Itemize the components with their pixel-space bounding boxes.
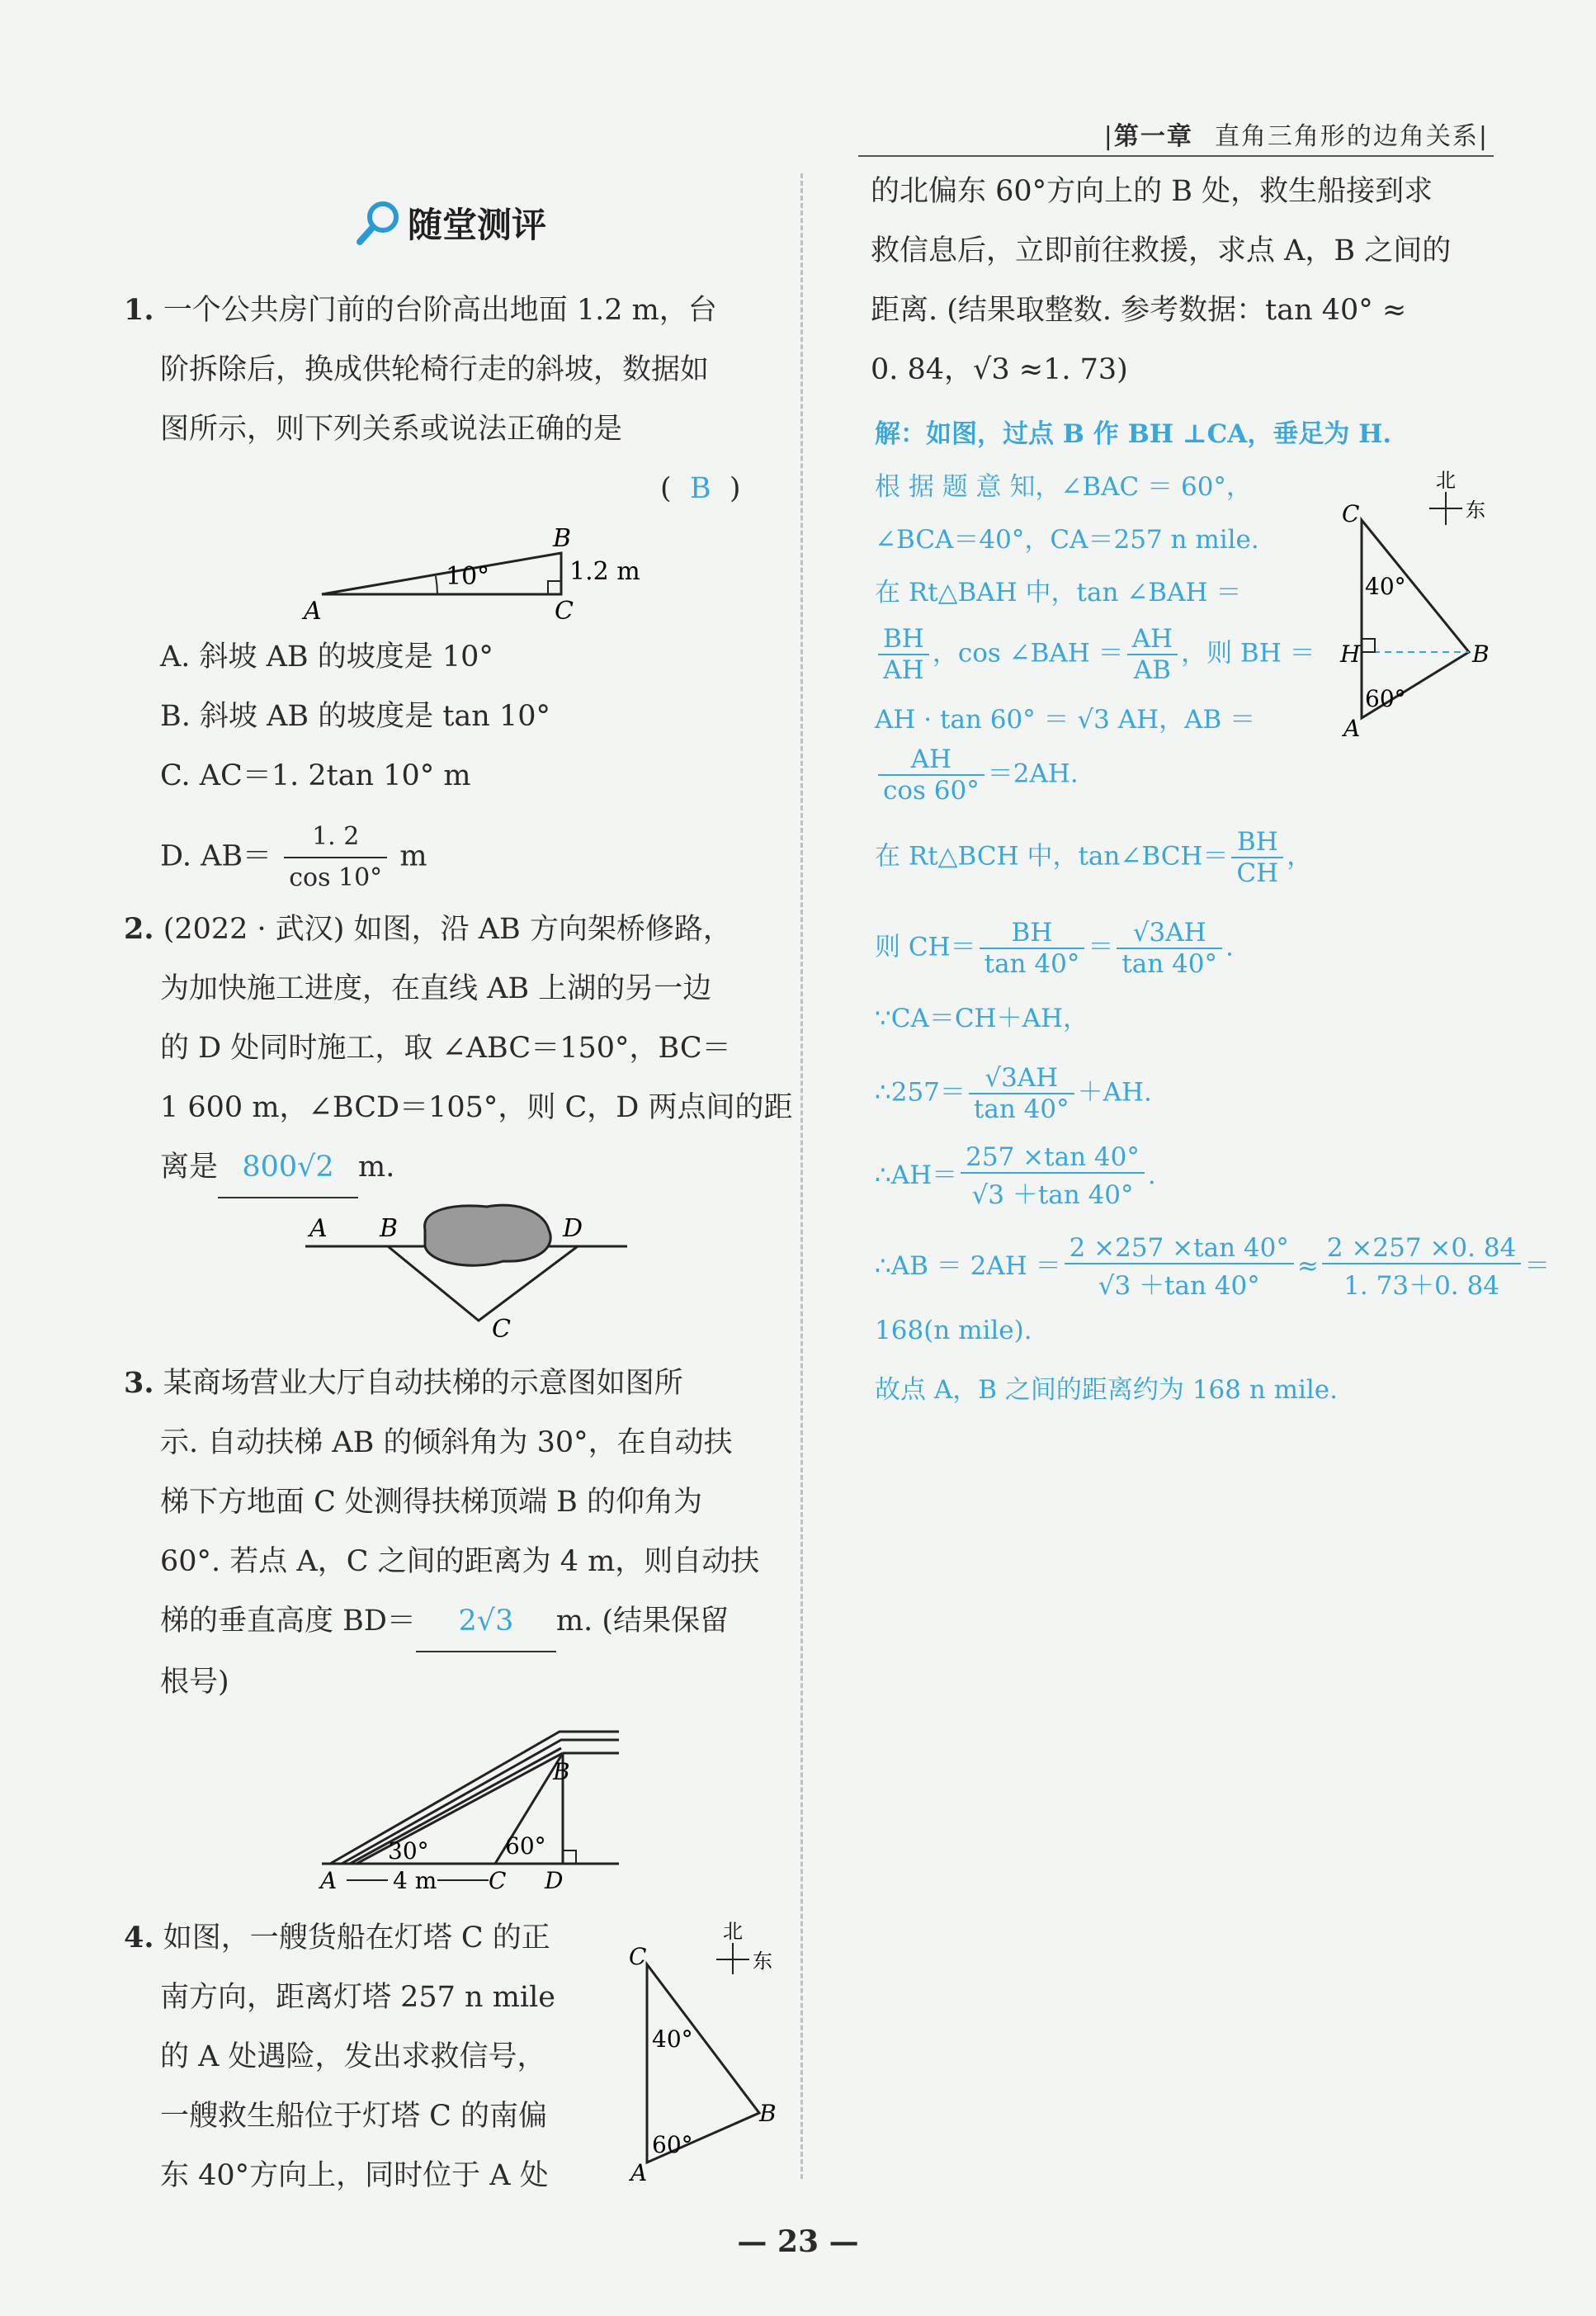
- sol-frac-4: [1231, 827, 1283, 888]
- q2-last-post: m.: [358, 1151, 395, 1184]
- sol-fig-B: B: [1472, 640, 1490, 668]
- sol-f1-den: AH: [883, 655, 924, 685]
- q4-line-3: 的 A 处遇险，发出求救信号，: [160, 2040, 546, 2073]
- sol-line8-a: 在 Rt△BCH 中，tan∠BCH＝: [875, 841, 1229, 872]
- q2-last-pre: 离是: [160, 1151, 219, 1184]
- q3-line5-pre: 梯的垂直高度 BD＝: [160, 1605, 416, 1638]
- q2-fig-A: A: [309, 1214, 328, 1243]
- q3-line-4: 60°. 若点 A，C 之间的距离为 4 m，则自动扶: [160, 1545, 760, 1578]
- q1-fig-A: A: [304, 597, 322, 626]
- q2-line-2: 为加快施工进度，在直线 AB 上湖的另一边: [160, 972, 712, 1005]
- sol-line-8: [875, 827, 1550, 918]
- q1-fig-height: 1.2 m: [569, 557, 640, 586]
- sol-f9-den: √3 ＋tan 40°: [1098, 1271, 1260, 1301]
- sol-f5-num: BH: [980, 918, 1085, 949]
- q3-fig-dist: 4 m: [393, 1867, 437, 1894]
- q2-line-3: 的 D 处同时施工，取 ∠ABC＝150°，BC＝: [160, 1032, 731, 1065]
- q3-answer-blank: 2√3: [416, 1591, 556, 1652]
- sol-f8-num: 257 ×tan 40°: [961, 1142, 1145, 1174]
- sol-frac-5: [980, 918, 1085, 979]
- q1-number: 1.: [124, 293, 154, 327]
- q2-figure: [297, 1197, 644, 1345]
- sol-line-6: AH · tan 60° ＝ √3 AH，AB ＝: [875, 705, 1256, 735]
- sol-line-1: 解：如图，过点 B 作 BH ⊥CA，垂足为 H.: [875, 419, 1392, 449]
- q1-answer-bracket: ( B ): [660, 472, 741, 505]
- q1-fig-B: B: [553, 524, 572, 553]
- q3-line-3: 梯下方地面 C 处测得扶梯顶端 B 的仰角为: [160, 1486, 703, 1519]
- q4-fig-angle1: 40°: [652, 2025, 693, 2053]
- q3-number: 3.: [124, 1366, 154, 1400]
- sol-line11-a: ∴257＝: [875, 1077, 966, 1108]
- sol-line5-a: ，cos ∠BAH ＝: [932, 638, 1124, 669]
- sol-line12-b: .: [1147, 1160, 1156, 1190]
- sol-fig-angle2: 60°: [1365, 685, 1406, 712]
- sol-f2-den: AB: [1133, 655, 1171, 685]
- q4-fig-east: 东: [753, 1950, 772, 1973]
- q2-fig-B: B: [380, 1214, 399, 1243]
- q4-line-5: 东 40°方向上，同时位于 A 处: [160, 2159, 549, 2192]
- sol-line7: ＝2AH.: [987, 759, 1079, 789]
- q1-option-d-unit: m: [399, 839, 427, 873]
- q4-right-line-3: 距离. (结果取整数. 参考数据：tan 40° ≈: [871, 294, 1407, 327]
- sol-frac-7: [969, 1063, 1074, 1124]
- q4-line-4: 一艘救生船位于灯塔 C 的南偏: [160, 2100, 548, 2133]
- q2-line-5: [124, 1137, 792, 1198]
- sol-f3-num: AH: [878, 744, 985, 776]
- sol-fig-C: C: [1342, 500, 1360, 527]
- sol-f4-num: BH: [1231, 827, 1283, 858]
- sol-f10-num: 2 ×257 ×0. 84: [1322, 1233, 1521, 1264]
- sol-line-14: 168(n mile).: [875, 1316, 1032, 1345]
- sol-f4-den: CH: [1236, 858, 1279, 888]
- q1-option-c: C. AC＝1. 2tan 10° m: [160, 759, 471, 792]
- sol-f10-den: 1. 73＋0. 84: [1343, 1271, 1499, 1301]
- sol-f7-den: tan 40°: [973, 1094, 1070, 1124]
- q2-fig-C: C: [492, 1315, 511, 1344]
- q3-fig-angle1: 30°: [388, 1837, 429, 1865]
- q1-line-2: 阶拆除后，换成供轮椅行走的斜坡，数据如: [160, 353, 710, 386]
- sol-f2-num: AH: [1127, 624, 1178, 655]
- q1-option-a: A. 斜坡 AB 的坡度是 10°: [160, 640, 493, 674]
- sol-frac-2: [1127, 624, 1178, 685]
- q4-fig-B: B: [759, 2100, 777, 2127]
- sol-line-3: ∠BCA＝40°，CA＝257 n mile.: [875, 525, 1259, 555]
- question-3: [124, 1354, 759, 1712]
- q3-line-6: 根号): [160, 1666, 229, 1699]
- sol-frac-10: [1322, 1233, 1521, 1302]
- q1-option-b: B. 斜坡 AB 的坡度是 tan 10°: [160, 700, 550, 733]
- q1-options: [160, 627, 550, 898]
- sol-f6-den: tan 40°: [1121, 949, 1218, 979]
- q3-line5-post: m. (结果保留: [555, 1605, 730, 1638]
- sol-f1-num: BH: [878, 624, 929, 655]
- q3-fig-B: B: [553, 1758, 570, 1785]
- q3-fig-C: C: [489, 1867, 507, 1894]
- sol-line11-b: ＋AH.: [1077, 1077, 1152, 1108]
- q4-fig-north: 北: [723, 1920, 743, 1943]
- sol-frac-3: [878, 744, 985, 806]
- chapter-topic: 直角三角形的边角关系: [1214, 122, 1479, 151]
- sol-frac-8: [961, 1142, 1145, 1211]
- q1-option-d: [160, 817, 550, 898]
- sol-fig-H: H: [1340, 640, 1361, 668]
- q4-line-1: [124, 1908, 555, 1968]
- q4-number: 4.: [124, 1921, 154, 1954]
- sol-line-9: [875, 918, 1550, 997]
- q4-right-line-1: 的北偏东 60°方向上的 B 处，救生船接到求: [871, 175, 1433, 208]
- q4-continued: [871, 162, 1451, 399]
- q2-number: 2.: [124, 912, 154, 946]
- sol-line-10: ∵CA＝CH＋AH，: [875, 1004, 1089, 1033]
- q2-answer-blank: 800√2: [218, 1137, 358, 1198]
- sol-line13-c: ＝: [1524, 1251, 1551, 1281]
- question-4: [124, 1908, 555, 2205]
- sol-line9-b: ＝: [1088, 932, 1114, 962]
- q4-right-line-2: 救信息后，立即前往救援，求点 A，B 之间的: [871, 234, 1452, 267]
- q4-figure-left: [627, 1915, 800, 2187]
- solution-figure: [1329, 462, 1518, 743]
- q4-line-2: 南方向，距离灯塔 257 n mile: [160, 1981, 556, 2014]
- sol-line-2: 根 据 题 意 知，∠BAC ＝ 60°，: [875, 472, 1252, 502]
- q3-fig-A: A: [320, 1867, 338, 1894]
- chapter-label: 第一章: [1113, 122, 1193, 151]
- q4-fig-C: C: [629, 1943, 647, 1970]
- q3-text-1: 某商场营业大厅自动扶梯的示意图如图所: [163, 1367, 683, 1400]
- sol-frac-6: [1117, 918, 1222, 979]
- q3-line-2: 示. 自动扶梯 AB 的倾斜角为 30°，在自动扶: [160, 1426, 733, 1459]
- q3-line-5: [124, 1591, 759, 1652]
- q4-fig-angle2: 60°: [652, 2131, 693, 2158]
- question-1: [124, 281, 741, 518]
- q1-option-d-label: D. AB＝: [160, 839, 272, 873]
- sol-f6-num: √3AH: [1117, 918, 1222, 949]
- q2-line-4: 1 600 m，∠BCD＝105°，则 C，D 两点间的距: [160, 1091, 793, 1124]
- sol-line12-a: ∴AH＝: [875, 1160, 958, 1190]
- sol-frac-9: [1065, 1233, 1294, 1302]
- q1-line-1: [124, 281, 741, 340]
- section-title-text: 随堂测评: [408, 205, 547, 245]
- question-2: [124, 900, 792, 1198]
- sol-line-12: [875, 1142, 1550, 1233]
- q1-text-1: 一个公共房门前的台阶高出地面 1.2 m，台: [163, 294, 717, 327]
- sol-f5-den: tan 40°: [984, 949, 1080, 979]
- q3-fig-angle2: 60°: [505, 1832, 546, 1860]
- q3-fig-D: D: [545, 1867, 564, 1894]
- sol-line-15: 故点 A，B 之间的距离约为 168 n mile.: [875, 1375, 1338, 1405]
- sol-line-7: [875, 744, 1550, 827]
- sol-fig-A: A: [1343, 715, 1361, 742]
- q2-line-1: [124, 900, 792, 959]
- q3-figure: [314, 1717, 627, 1898]
- sol-line-4: 在 Rt△BAH 中，tan ∠BAH ＝: [875, 578, 1242, 607]
- q1-fig-angle: 10°: [446, 562, 490, 591]
- column-divider: [800, 173, 803, 2179]
- sol-line5-b: ，则 BH ＝: [1181, 638, 1315, 669]
- magnifier-icon: [355, 199, 403, 247]
- header-bar-right: |: [1478, 122, 1489, 151]
- q2-text-1: (2022 · 武汉) 如图，沿 AB 方向架桥修路，: [163, 913, 732, 946]
- sol-f9-num: 2 ×257 ×tan 40°: [1065, 1233, 1294, 1264]
- q4-fig-A: A: [630, 2159, 648, 2186]
- q2-fig-D: D: [563, 1214, 583, 1243]
- q1-answer: B: [689, 472, 711, 505]
- sol-line13-a: ∴AB ＝ 2AH ＝: [875, 1251, 1061, 1281]
- header-bar-left: |: [1103, 122, 1114, 151]
- sol-line9-c: .: [1225, 932, 1234, 962]
- sol-line-13: [875, 1233, 1550, 1316]
- sol-fig-north: 北: [1436, 469, 1456, 492]
- sol-fig-east: 东: [1466, 499, 1485, 522]
- sol-f7-num: √3AH: [969, 1063, 1074, 1094]
- q4-right-line-4: 0. 84，√3 ≈1. 73): [871, 353, 1128, 386]
- q1-figure: [297, 520, 644, 627]
- q1-line-3: 图所示，则下列关系或说法正确的是: [160, 413, 623, 446]
- q4-text-1: 如图，一艘货船在灯塔 C 的正: [163, 1921, 550, 1954]
- header-rule: [858, 155, 1494, 157]
- q1-option-d-fraction: [284, 817, 387, 898]
- sol-fig-angle1: 40°: [1365, 573, 1406, 600]
- sol-f3-den: cos 60°: [883, 776, 980, 806]
- sol-line13-b: ≈: [1296, 1251, 1319, 1281]
- q3-line-1: [124, 1354, 759, 1413]
- q1-optd-den: cos 10°: [289, 863, 383, 892]
- sol-line8-b: ，: [1287, 841, 1313, 872]
- q1-optd-num: 1. 2: [284, 817, 387, 858]
- sol-f8-den: √3 ＋tan 40°: [971, 1180, 1134, 1210]
- sol-line9-a: 则 CH＝: [875, 932, 976, 962]
- sol-frac-1: [878, 624, 929, 685]
- page-number: — 23 —: [737, 2224, 859, 2259]
- section-title: [355, 198, 546, 248]
- chapter-header: [1104, 116, 1489, 152]
- q1-fig-C: C: [555, 597, 574, 626]
- sol-line-11: [875, 1063, 1550, 1142]
